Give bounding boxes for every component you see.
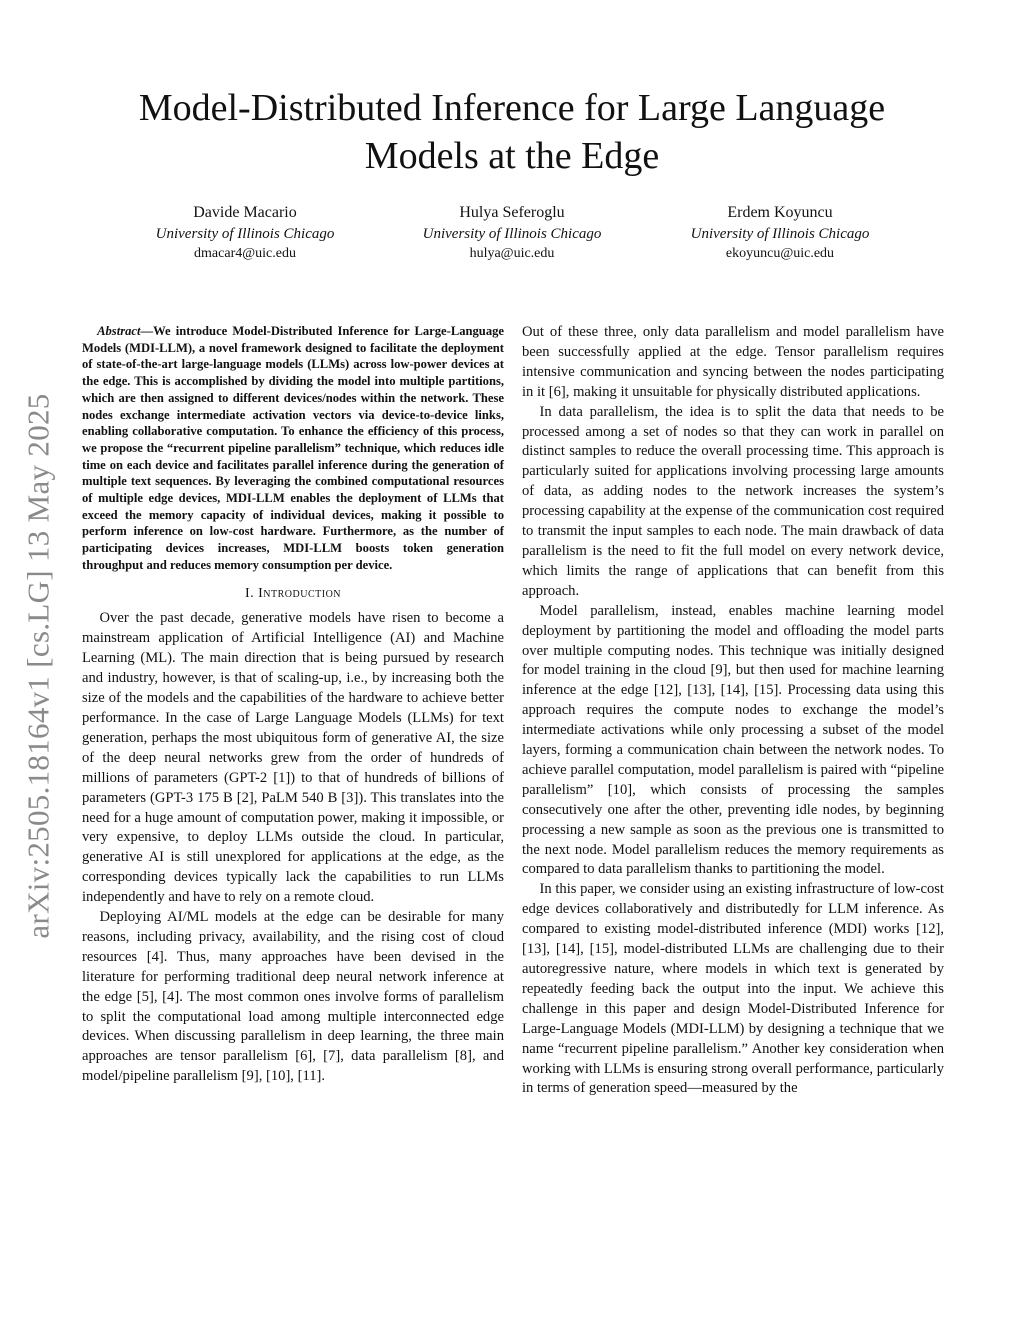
author-affiliation: University of Illinois Chicago bbox=[155, 226, 335, 242]
section-title: Introduction bbox=[258, 585, 342, 601]
author-name: Erdem Koyuncu bbox=[727, 204, 833, 221]
body-paragraph: Over the past decade, generative models have risen to become a mainstream application of Artificial Intelligence (AI) and Machine Learning (ML). The main direction that is being pursued by research and industry, however, is that of scaling-up, i.e., by increasing both the size of the models and the capabilities of the hardware to achieve better performance. In the case of Large Language Models (LLMs) for text generation, perhaps the most ubiquitous form of generative AI, the size of the deep neural networks grew from the order of hundreds of millions of parameters (GPT-2 [1]) to that of hundreds of billions of parameters (GPT-3 175 B [2], PaLM 540 B [3]). This translates into the need for a huge amount of computation power, making it impossible, or very expensive, to deploy LLMs outside the cloud. In particular, generative AI is still unexplored for applications at the edge, as the corresponding devices typically lack the capabilities to run LLMs independently and have to rely on a remote cloud. bbox=[82, 610, 504, 906]
author-name: Davide Macario bbox=[193, 204, 297, 221]
author-email: dmacar4@uic.edu bbox=[194, 246, 296, 261]
author-2 bbox=[362, 202, 662, 264]
left-column bbox=[82, 323, 504, 1087]
body-paragraph: Model parallelism, instead, enables machine learning model deployment by partitioning the model and offloading the model parts over multiple computing nodes. This technique was initially designed for model training in the cloud [9], but then used for machine learning inference at the edge [12], [13], [14], [15]. Processing data using this approach requires the compute nodes to exchange the model’s intermediate activations while only processing a subset of the model layers, forming a communication chain between the network nodes. To achieve parallel computation, model parallelism is paired with “pipeline parallelism” [10], which consists of processing the samples consecutively one after the other, preventing idle nodes, by beginning processing a new sample as soon as the previous one is transmitted to the next node. Model parallelism reduces the memory requirements as compared to data parallelism thanks to partitioning the model. bbox=[522, 602, 944, 878]
author-1 bbox=[95, 202, 395, 264]
abstract bbox=[82, 323, 504, 574]
section-heading-introduction bbox=[82, 584, 504, 604]
author-email: hulya@uic.edu bbox=[469, 246, 555, 261]
body-paragraph: In data parallelism, the idea is to split the data that needs to be processed among a set of nodes so that they can work in parallel on distinct samples to reduce the overall processing time. This approach is particularly suited for applications involving processing large amounts of data, as adding nodes to the network increases the system’s processing capability at the expense of the communication cost required to transmit the input samples to each node. The main drawback of data parallelism is the need to fit the full model on every network device, which limits the range of applications that can benefit from this approach. bbox=[522, 403, 944, 599]
abstract-text: —We introduce Model-Distributed Inference for Large-Language Models (MDI-LLM), a novel framework designed to facilitate the deployment of state-of-the-art large-language models (LLMs) across low-power devices at the edge. This is accomplished by dividing the model into multiple partitions, which are then assigned to different devices/nodes within the network. These nodes exchange intermediate activation vectors via device-to-device links, enabling collaborative computation. To enhance the efficiency of this process, we propose the “recurrent pipeline parallelism” technique, which reduces idle time on each device and facilitates parallel inference during the generation of multiple text sequences. By leveraging the combined computational resources of multiple edge devices, MDI-LLM enables the deployment of LLMs that exceed the memory capacity of individual devices, making it possible to perform inference on low-cost hardware. Furthermore, as the number of participating devices increases, MDI-LLM boosts token generation throughput and reduces memory consumption per device. bbox=[82, 324, 504, 572]
arxiv-identifier-text: arXiv:2505.18164v1 [cs.LG] 13 May 2025 bbox=[21, 393, 56, 939]
author-affiliation: University of Illinois Chicago bbox=[690, 226, 870, 242]
abstract-label: Abstract bbox=[97, 324, 141, 338]
author-email: ekoyuncu@uic.edu bbox=[725, 246, 835, 261]
section-number: I. bbox=[244, 585, 259, 601]
paper-title-line-2: Models at the Edge bbox=[364, 135, 660, 177]
author-affiliation: University of Illinois Chicago bbox=[422, 226, 602, 242]
body-paragraph: Out of these three, only data parallelism and model parallelism have been successfully applied at the edge. Tensor parallelism requires intensive communication and syncing between the nodes participating in it [6], making it unsuitable for physically distributed applications. bbox=[522, 324, 944, 400]
body-paragraph: Deploying AI/ML models at the edge can be desirable for many reasons, including privacy, availability, and the rising cost of cloud resources [4]. Thus, many approaches have been devised in the literature for performing traditional deep neural network inference at the edge [5], [4]. The most common ones involve forms of parallelism to split the computational load among multiple interconnected edge devices. When discussing parallelism in deep learning, the three main approaches are tensor parallelism [6], [7], data parallelism [8], and model/pipeline parallelism [9], [10], [11]. bbox=[82, 909, 504, 1085]
body-paragraph: In this paper, we consider using an existing infrastructure of low-cost edge devices collaboratively and distributedly for LLM inference. As compared to existing model-distributed inference (MDI) works [12], [13], [14], [15], model-distributed LLMs are challenging due to their autoregressive nature, where models in which text is generated by repeatedly feeding back the output into the input. We achieve this challenge in this paper and design Model-Distributed Inference for Large-Language Models (MDI-LLM) by designing a technique that we name “recurrent pipeline parallelism.” Another key consideration when working with LLMs is ensuring strong overall performance, particularly in terms of generation speed—measured by the bbox=[522, 881, 944, 1097]
paper-title-line-1: Model-Distributed Inference for Large Language bbox=[138, 87, 886, 129]
paper-title bbox=[90, 84, 934, 180]
arxiv-identifier bbox=[14, 366, 64, 966]
author-name: Hulya Seferoglu bbox=[459, 204, 565, 221]
right-column bbox=[522, 323, 944, 1099]
author-3 bbox=[630, 202, 930, 264]
